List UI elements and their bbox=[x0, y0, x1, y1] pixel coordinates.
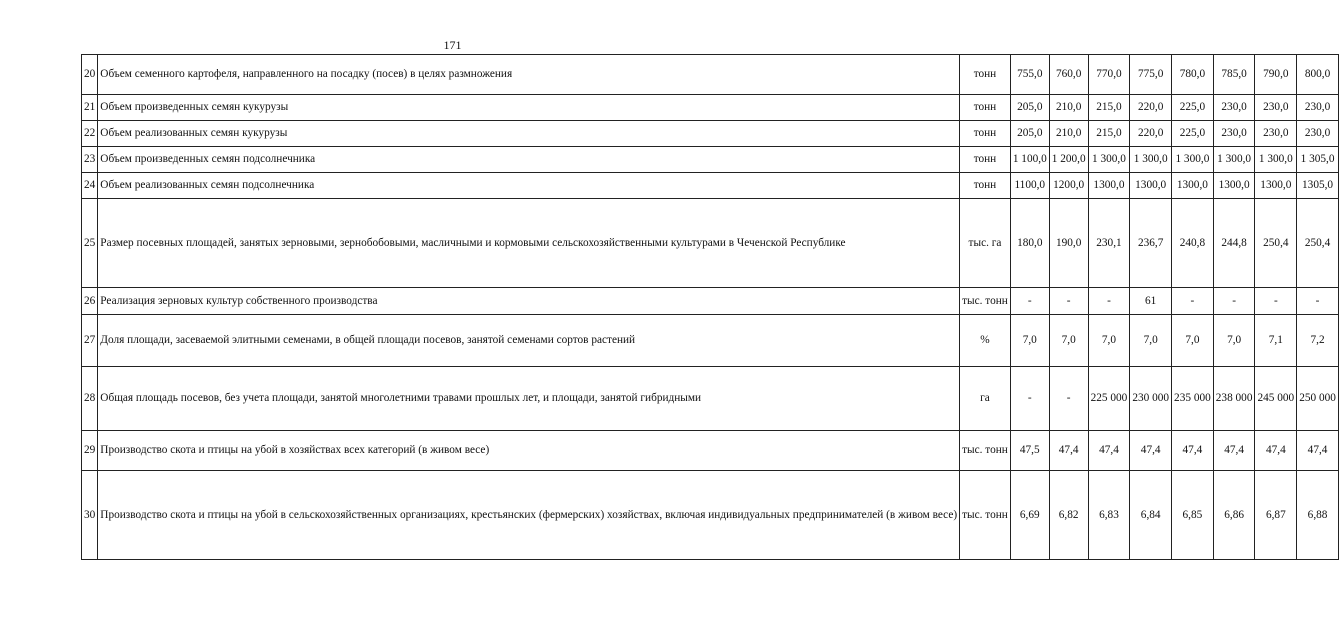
value-cell: 215,0 bbox=[1088, 95, 1130, 121]
row-number: 23 bbox=[82, 147, 98, 173]
value-cell: 220,0 bbox=[1130, 121, 1172, 147]
value-cell: 180,0 bbox=[1010, 199, 1049, 288]
value-cell: 800,0 bbox=[1297, 55, 1339, 95]
value-cell: 225,0 bbox=[1172, 121, 1214, 147]
value-cell: 205,0 bbox=[1010, 95, 1049, 121]
value-cell: 7,0 bbox=[1088, 315, 1130, 367]
indicator-name: Объем реализованных семян кукурузы bbox=[98, 121, 960, 147]
indicator-name: Объем произведенных семян подсолнечника bbox=[98, 147, 960, 173]
value-cell: - bbox=[1010, 288, 1049, 315]
value-cell: 220,0 bbox=[1130, 95, 1172, 121]
value-cell: 785,0 bbox=[1213, 55, 1255, 95]
value-cell: 230,0 bbox=[1255, 95, 1297, 121]
value-cell: 6,85 bbox=[1172, 471, 1214, 560]
indicators-table bbox=[81, 54, 1339, 560]
value-cell: 6,88 bbox=[1297, 471, 1339, 560]
value-cell: 230,0 bbox=[1255, 121, 1297, 147]
value-cell: 230,0 bbox=[1297, 95, 1339, 121]
value-cell: 47,4 bbox=[1255, 431, 1297, 471]
value-cell: - bbox=[1010, 367, 1049, 431]
value-cell: 47,5 bbox=[1010, 431, 1049, 471]
value-cell: 1300,0 bbox=[1213, 173, 1255, 199]
value-cell: 1200,0 bbox=[1049, 173, 1088, 199]
value-cell: 230,0 bbox=[1213, 95, 1255, 121]
value-cell: 245 000 bbox=[1255, 367, 1297, 431]
indicator-name: Доля площади, засеваемой элитными семенами, в общей площади посевов, занятой семенами сортов растений bbox=[98, 315, 960, 367]
value-cell: 240,8 bbox=[1172, 199, 1214, 288]
value-cell: 47,4 bbox=[1172, 431, 1214, 471]
value-cell: 225,0 bbox=[1172, 95, 1214, 121]
value-cell: 6,87 bbox=[1255, 471, 1297, 560]
row-number: 25 bbox=[82, 199, 98, 288]
value-cell: 7,0 bbox=[1049, 315, 1088, 367]
unit-cell: % bbox=[960, 315, 1011, 367]
table-row bbox=[82, 95, 1339, 121]
value-cell: 1 300,0 bbox=[1172, 147, 1214, 173]
value-cell: 47,4 bbox=[1297, 431, 1339, 471]
value-cell: 1300,0 bbox=[1130, 173, 1172, 199]
value-cell: 760,0 bbox=[1049, 55, 1088, 95]
table-row bbox=[82, 288, 1339, 315]
value-cell: 250,4 bbox=[1297, 199, 1339, 288]
value-cell: 230,0 bbox=[1213, 121, 1255, 147]
value-cell: 236,7 bbox=[1130, 199, 1172, 288]
value-cell: 7,0 bbox=[1130, 315, 1172, 367]
value-cell: 47,4 bbox=[1130, 431, 1172, 471]
unit-cell: тыс. тонн bbox=[960, 431, 1011, 471]
value-cell: 215,0 bbox=[1088, 121, 1130, 147]
value-cell: 1 100,0 bbox=[1010, 147, 1049, 173]
value-cell: 6,84 bbox=[1130, 471, 1172, 560]
value-cell: 7,1 bbox=[1255, 315, 1297, 367]
value-cell: 1300,0 bbox=[1088, 173, 1130, 199]
value-cell: 47,4 bbox=[1049, 431, 1088, 471]
value-cell: 755,0 bbox=[1010, 55, 1049, 95]
value-cell: 190,0 bbox=[1049, 199, 1088, 288]
value-cell: 244,8 bbox=[1213, 199, 1255, 288]
table-row bbox=[82, 315, 1339, 367]
indicator-name: Объем реализованных семян подсолнечника bbox=[98, 173, 960, 199]
row-number: 30 bbox=[82, 471, 98, 560]
value-cell: - bbox=[1049, 367, 1088, 431]
table-row bbox=[82, 55, 1339, 95]
indicator-name: Размер посевных площадей, занятых зерновыми, зернобобовыми, масличными и кормовыми сельскохозяйственными культурами в Чеченской Республике bbox=[98, 199, 960, 288]
value-cell: 225 000 bbox=[1088, 367, 1130, 431]
table-row bbox=[82, 173, 1339, 199]
indicator-name: Производство скота и птицы на убой в хозяйствах всех категорий (в живом весе) bbox=[98, 431, 960, 471]
row-number: 21 bbox=[82, 95, 98, 121]
table-row bbox=[82, 431, 1339, 471]
value-cell: 6,86 bbox=[1213, 471, 1255, 560]
value-cell: 235 000 bbox=[1172, 367, 1214, 431]
table-row bbox=[82, 199, 1339, 288]
value-cell: 1300,0 bbox=[1172, 173, 1214, 199]
value-cell: - bbox=[1297, 288, 1339, 315]
value-cell: 6,82 bbox=[1049, 471, 1088, 560]
value-cell: 210,0 bbox=[1049, 121, 1088, 147]
row-number: 29 bbox=[82, 431, 98, 471]
value-cell: 1 300,0 bbox=[1130, 147, 1172, 173]
row-number: 24 bbox=[82, 173, 98, 199]
value-cell: 790,0 bbox=[1255, 55, 1297, 95]
row-number: 20 bbox=[82, 55, 98, 95]
row-number: 26 bbox=[82, 288, 98, 315]
unit-cell: тыс. га bbox=[960, 199, 1011, 288]
value-cell: 7,0 bbox=[1213, 315, 1255, 367]
value-cell: 1 305,0 bbox=[1297, 147, 1339, 173]
value-cell: 7,2 bbox=[1297, 315, 1339, 367]
value-cell: 1305,0 bbox=[1297, 173, 1339, 199]
value-cell: 205,0 bbox=[1010, 121, 1049, 147]
indicator-name: Объем семенного картофеля, направленного на посадку (посев) в целях размножения bbox=[98, 55, 960, 95]
value-cell: - bbox=[1088, 288, 1130, 315]
indicator-name: Производство скота и птицы на убой в сельскохозяйственных организациях, крестьянских (фермерских) хозяйствах, включая индивидуальных предпринимателей (в живом весе) bbox=[98, 471, 960, 560]
unit-cell: тонн bbox=[960, 95, 1011, 121]
value-cell: 238 000 bbox=[1213, 367, 1255, 431]
row-number: 22 bbox=[82, 121, 98, 147]
value-cell: 47,4 bbox=[1213, 431, 1255, 471]
value-cell: 61 bbox=[1130, 288, 1172, 315]
value-cell: 6,69 bbox=[1010, 471, 1049, 560]
page-number: 171 bbox=[443, 38, 462, 52]
row-number: 28 bbox=[82, 367, 98, 431]
value-cell: 1 300,0 bbox=[1213, 147, 1255, 173]
value-cell: 6,83 bbox=[1088, 471, 1130, 560]
value-cell: - bbox=[1255, 288, 1297, 315]
value-cell: 47,4 bbox=[1088, 431, 1130, 471]
unit-cell: тонн bbox=[960, 173, 1011, 199]
row-number: 27 bbox=[82, 315, 98, 367]
table-row bbox=[82, 367, 1339, 431]
unit-cell: га bbox=[960, 367, 1011, 431]
value-cell: 1300,0 bbox=[1255, 173, 1297, 199]
unit-cell: тонн bbox=[960, 55, 1011, 95]
indicator-name: Объем произведенных семян кукурузы bbox=[98, 95, 960, 121]
value-cell: 230 000 bbox=[1130, 367, 1172, 431]
value-cell: - bbox=[1172, 288, 1214, 315]
value-cell: 1 300,0 bbox=[1255, 147, 1297, 173]
value-cell: 1 200,0 bbox=[1049, 147, 1088, 173]
value-cell: 210,0 bbox=[1049, 95, 1088, 121]
value-cell: - bbox=[1213, 288, 1255, 315]
unit-cell: тонн bbox=[960, 147, 1011, 173]
unit-cell: тыс. тонн bbox=[960, 471, 1011, 560]
value-cell: 250,4 bbox=[1255, 199, 1297, 288]
value-cell: 780,0 bbox=[1172, 55, 1214, 95]
value-cell: - bbox=[1049, 288, 1088, 315]
indicator-name: Реализация зерновых культур собственного производства bbox=[98, 288, 960, 315]
value-cell: 1 300,0 bbox=[1088, 147, 1130, 173]
value-cell: 230,0 bbox=[1297, 121, 1339, 147]
value-cell: 250 000 bbox=[1297, 367, 1339, 431]
table-row bbox=[82, 471, 1339, 560]
value-cell: 7,0 bbox=[1172, 315, 1214, 367]
value-cell: 1100,0 bbox=[1010, 173, 1049, 199]
table-row bbox=[82, 147, 1339, 173]
value-cell: 230,1 bbox=[1088, 199, 1130, 288]
value-cell: 770,0 bbox=[1088, 55, 1130, 95]
value-cell: 775,0 bbox=[1130, 55, 1172, 95]
indicator-name: Общая площадь посевов, без учета площади, занятой многолетними травами прошлых лет, и площади, занятой гибридными bbox=[98, 367, 960, 431]
table-row bbox=[82, 121, 1339, 147]
unit-cell: тыс. тонн bbox=[960, 288, 1011, 315]
value-cell: 7,0 bbox=[1010, 315, 1049, 367]
unit-cell: тонн bbox=[960, 121, 1011, 147]
